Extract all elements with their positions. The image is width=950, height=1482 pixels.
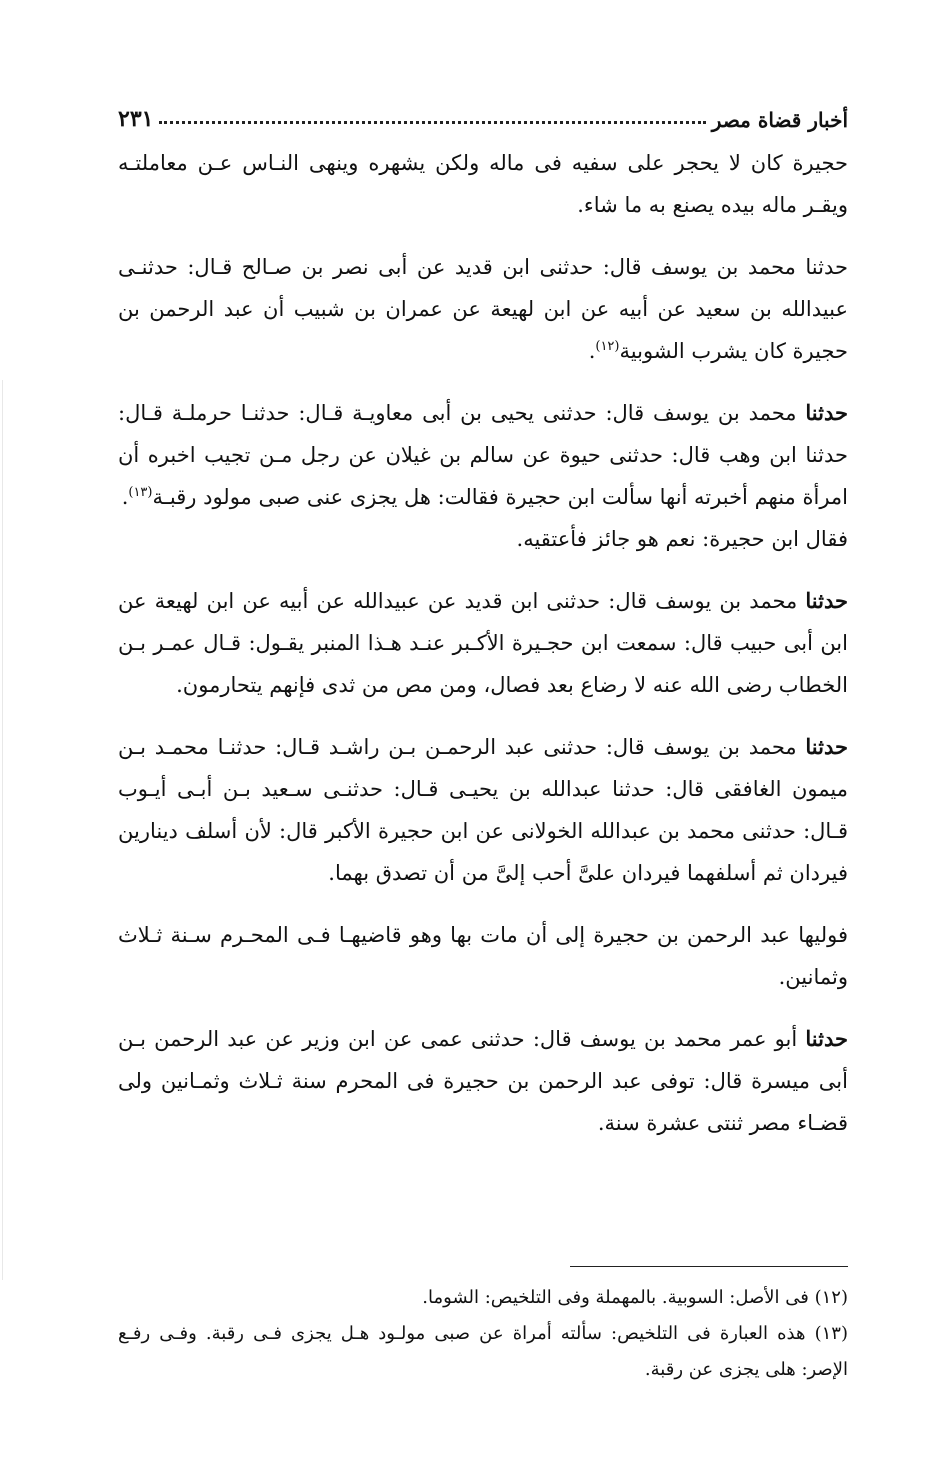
paragraph-5-text: محمد بن يوسف قال: حدثنى عبد الرحمـن بـن راشـد قـال: حدثنـا محمـد بـن ميمون الغافقى قال: حدثنا عبدالله بن يحيـى قـال: حدثنـى سـعيد بـن أبـى أيـوب قـال: حدثنى محمد بن عبدالله الخولانى عن ابن حجيرة الأكبر قال: لأن أسلف دينارين فيردان ثم أسلفهما فيردان علىَّ أحب إلىَّ من أن تصدق بهما. (118, 735, 848, 885)
footnotes (118, 1280, 848, 1388)
paragraph-3b (118, 518, 848, 560)
footnote-ref-13[interactable]: (١٣) (128, 485, 153, 500)
footnote-separator (570, 1266, 848, 1267)
scan-edge-line (2, 380, 3, 1280)
paragraph-3b-text: فقال ابن حجيرة: نعم هو جائز فأعتقيه. (516, 527, 848, 551)
paragraph-4 (118, 580, 848, 706)
page-number: ٢٣١ (118, 106, 154, 132)
main-text (118, 142, 848, 1164)
leader-dots (159, 121, 705, 124)
paragraph-2-text: حدثنا محمد بن يوسف قال: حدثنى ابن قديد عن أبى نصر بن صـالح قـال: حدثنـى عبيدالله بن سعيد عن أبيه عن ابن لهيعة عن عمران بن شبيب أن عبد الرحمن بن حجيرة كان يشرب الشوبية (118, 255, 848, 363)
paragraph-4-text: محمد بن يوسف قال: حدثنى ابن قديد عن عبيدالله عن أبيه عن ابن لهيعة عن ابن أبى حبيب قال: سمعت ابن حجـيرة الأكـبر عنـد هـذا المنبر يقـول: قـال عمـر بـن الخطاب رضى الله عنه لا رضاع بعد فصال، ومن مص من ثدى فإنهم يتحارمون. (118, 589, 848, 697)
paragraph-4-lead: حدثنا (805, 588, 848, 613)
footnote-ref-12[interactable]: (١٢) (595, 339, 620, 354)
paragraph-3-end: . (121, 485, 129, 509)
paragraph-2-end: . (588, 339, 596, 363)
paragraph-2 (118, 246, 848, 372)
footnote-12: (١٢) فى الأصل: السوبية. بالمهملة وفى التلخيص: الشوما. (422, 1287, 848, 1308)
paragraph-6-text: فوليها عبد الرحمن بن حجيرة إلى أن مات بها وهو قاضيهـا فـى المحـرم سـنة ثـلاث وثمانين. (118, 923, 848, 989)
paragraph-7-text: أبو عمر محمد بن يوسف قال: حدثنى عمى عن ابن وزير عن عبد الرحمن بـن أبى ميسرة قال: توفى عبد الرحمن بن حجيرة فى المحرم سنة ثـلاث وثمـانين ولى قضـاء مصر ثنتى عشرة سنة. (118, 1027, 848, 1135)
running-header (118, 92, 848, 132)
paragraph-7-lead: حدثنا (805, 1026, 848, 1051)
paragraph-3-text: محمد بن يوسف قال: حدثنى يحيى بن أبى معاويـة قـال: حدثنـا حرملـة قـال: حدثنا ابن وهب قال: حدثنى حيوة عن سالم بن غيلان عن رجل مـن تجيب اخبره أن امرأة منهم أخبرته أنها سألت ابن حجيرة فقالت: هل يجزى عنى صبى مولود رقبـة (118, 401, 848, 509)
book-title: أخبار قضاة مصر (711, 108, 848, 132)
footnote-13: (١٣) هذه العبارة فى التلخيص: سألته أمراة عن صبى مولـود هـل يجزى فـى رقبة. وفـى رفـع الإصر: هلى يجزى عن رقبة. (118, 1323, 848, 1380)
paragraph-5 (118, 726, 848, 894)
paragraph-7 (118, 1018, 848, 1144)
paragraph-1 (118, 142, 848, 226)
paragraph-5-lead: حدثنا (805, 734, 848, 759)
paragraph-3 (118, 392, 848, 518)
paragraph-6 (118, 914, 848, 998)
paragraph-3-lead: حدثنا (805, 400, 848, 425)
paragraph-1-text: حجيرة كان لا يحجر على سفيه فى ماله ولكن يشهره وينهى النـاس عـن معاملتـه ويقـر ماله بيده يصنع به ما شاء. (118, 151, 848, 217)
